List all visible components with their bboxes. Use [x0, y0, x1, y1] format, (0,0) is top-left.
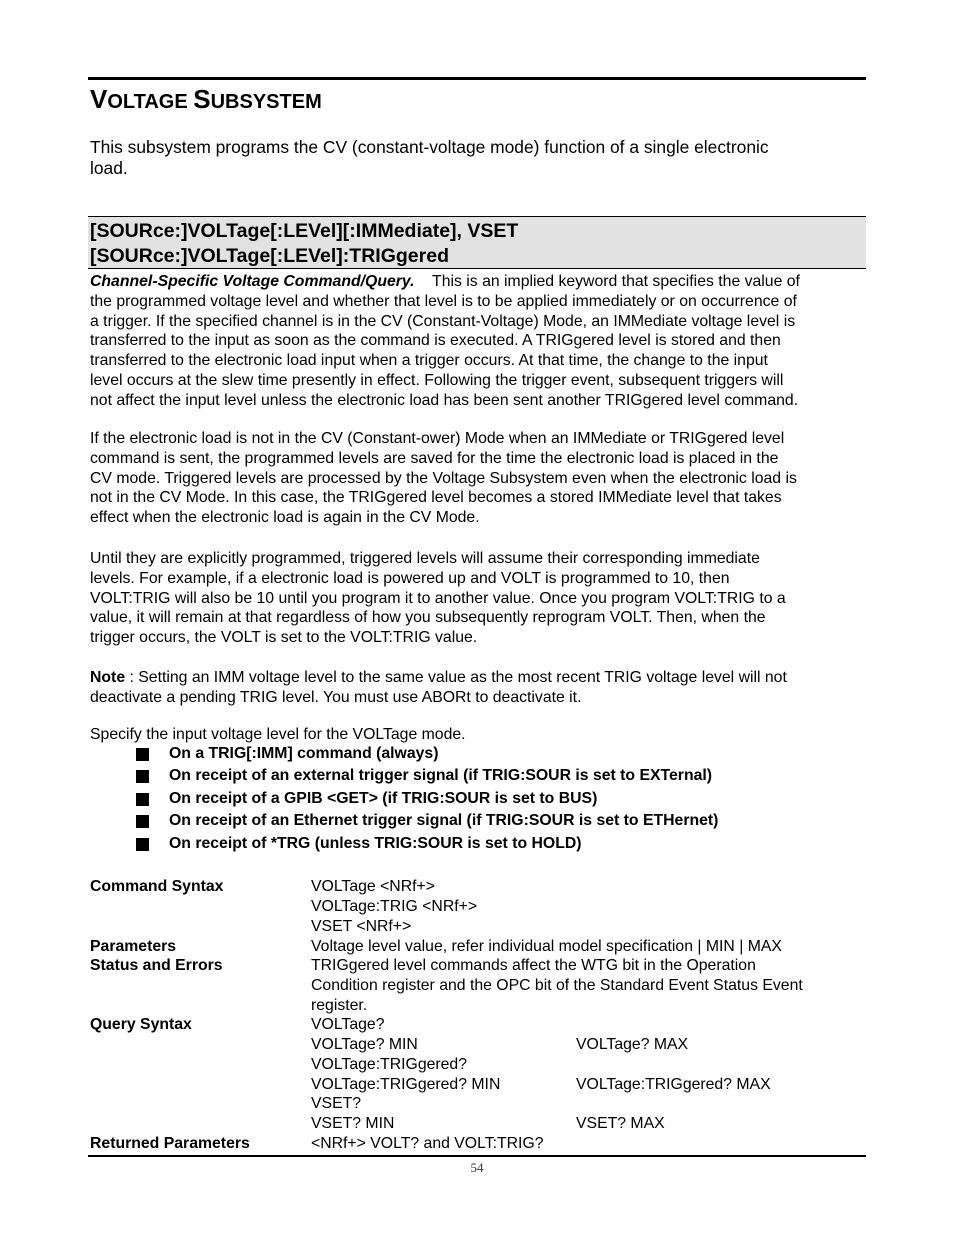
page-number: 54	[470, 1160, 484, 1175]
query-4: VOLTage:TRIGgered? MIN	[311, 1076, 501, 1093]
square-bullet-icon	[136, 815, 149, 828]
description-lead-in: Channel-Specific Voltage Command/Query.	[90, 273, 415, 290]
command-header-line-1: [SOURce:]VOLTage[:LEVel][:IMMediate], VSET	[90, 220, 519, 242]
parameters-label: Parameters	[90, 938, 177, 955]
parameters-value: Voltage level value, refer individual model specification | MIN | MAX	[311, 938, 782, 955]
query-max-2: VOLTage:TRIGgered? MAX	[576, 1076, 771, 1093]
command-header-box	[88, 216, 866, 269]
status-line-2: Condition register and the OPC bit of the Standard Event Status Event	[311, 977, 803, 994]
command-syntax-3: VSET <NRf+>	[311, 918, 412, 935]
status-line-3: register.	[311, 997, 368, 1014]
note-label: Note	[90, 669, 126, 686]
note-paragraph: Note : Setting an IMM voltage level to the same value as the most recent TRIG voltage level will not deactivate a pending TRIG level. You must use ABORt to deactivate it.	[90, 669, 787, 706]
returned-parameters-value: <NRf+> VOLT? and VOLT:TRIG?	[311, 1135, 544, 1152]
query-max-3: VSET? MAX	[576, 1115, 665, 1132]
square-bullet-icon	[136, 838, 149, 851]
command-header-line-2: [SOURce:]VOLTage[:LEVel]:TRIGgered	[90, 245, 449, 267]
command-syntax-label: Command Syntax	[90, 878, 224, 895]
status-errors-label: Status and Errors	[90, 957, 223, 974]
description-paragraph: Channel-Specific Voltage Command/Query. This is an implied keyword that specifies the value of the programmed voltage level and whether that level is to be applied immediately or on occurrence of a trigger. If the specified channel is in the CV (Constant-Voltage) Mode, an IMMediate voltage level is transferred to the input as soon as the command is executed. A TRIGgered level is stored and then transferred to the electronic load input when a trigger occurs. At that time, the change to the input level occurs at the slew time presently in effect. Following the trigger event, subsequent triggers will not affect the input level unless the electronic load has been sent another TRIGgered level command.	[90, 273, 800, 409]
square-bullet-icon	[136, 770, 149, 783]
square-bullet-icon	[136, 748, 149, 761]
query-syntax-label: Query Syntax	[90, 1016, 192, 1033]
top-rule	[88, 77, 866, 80]
query-1: VOLTage?	[311, 1016, 385, 1033]
command-syntax-1: VOLTage <NRf+>	[311, 878, 435, 895]
status-line-1: TRIGgered level commands affect the WTG bit in the Operation	[311, 957, 756, 974]
query-max-1: VOLTage? MAX	[576, 1036, 689, 1053]
returned-parameters-label: Returned Parameters	[90, 1135, 250, 1152]
query-6: VSET? MIN	[311, 1115, 395, 1132]
query-5: VSET?	[311, 1095, 362, 1112]
square-bullet-icon	[136, 793, 149, 806]
mode-paragraph: If the electronic load is not in the CV (Constant-ower) Mode when an IMMediate or TRIGgered level command is sent, the programmed levels are saved for the time the electronic load is placed in the CV mode. Triggered levels are processed by the Voltage Subsystem even when the electronic load is not in the CV Mode. In this case, the TRIGgered level becomes a stored IMMediate level that takes effect when the electronic load is again in the CV Mode.	[90, 430, 797, 526]
intro-paragraph: This subsystem programs the CV (constant-voltage mode) function of a single electronic load.	[90, 137, 769, 178]
query-3: VOLTage:TRIGgered?	[311, 1056, 468, 1073]
bottom-rule	[88, 1155, 866, 1157]
page-title: VOLTAGE SUBSYSTEM	[90, 84, 322, 114]
query-2: VOLTage? MIN	[311, 1036, 418, 1053]
specify-line: Specify the input voltage level for the VOLTage mode.	[90, 726, 466, 743]
trigger-paragraph: Until they are explicitly programmed, triggered levels will assume their corresponding immediate levels. For example, if a electronic load is powered up and VOLT is programmed to 10, then VOLT:TRIG will also be 10 until you program it to another value. Once you program VOLT:TRIG to a value, it will remain at that regardless of how you subsequently reprogram VOLT. Then, when the trigger occurs, the VOLT is set to the VOLT:TRIG value.	[90, 550, 786, 646]
command-syntax-2: VOLTage:TRIG <NRf+>	[311, 898, 478, 915]
